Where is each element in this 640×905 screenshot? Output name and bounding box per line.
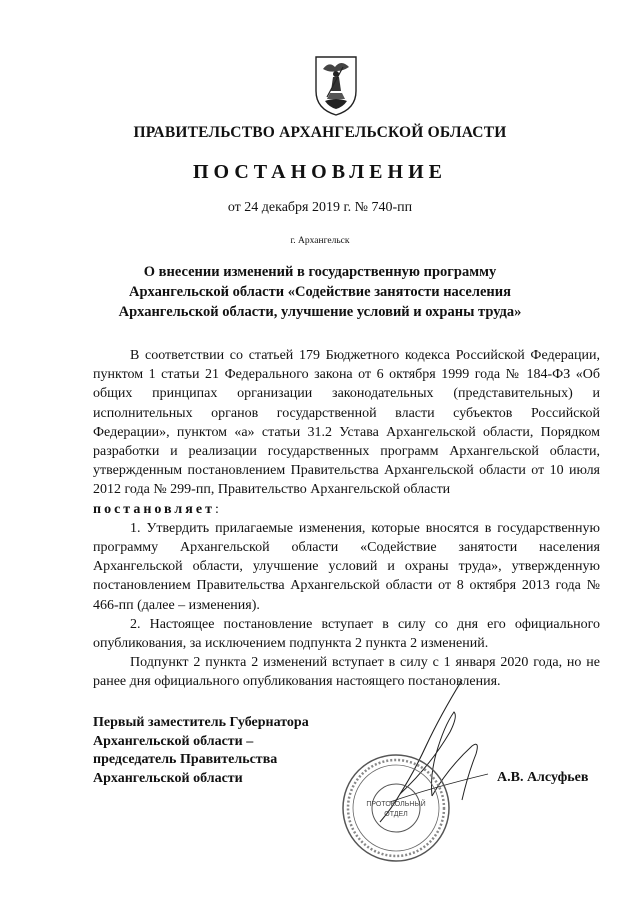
signatory-title xyxy=(93,714,309,788)
item-paragraph-1: 1. Утвердить прилагаемые изменения, которые вносятся в государственную программу Архангельской области «Содействие занятости населения Архангельской области, улучшение условий и охраны труда», утвержденную постановлением Правительства Архангельской области от 8 октября 2013 года № 466-пп (далее – изменения). xyxy=(93,520,600,613)
document-city: г. Архангельск xyxy=(290,236,350,246)
item-paragraph-3: Подпункт 2 пункта 2 изменений вступает в силу с 1 января 2020 года, но не ранее дня официального опубликования настоящего постановления. xyxy=(93,655,600,690)
signatory-title-line: Первый заместитель Губернатора xyxy=(93,715,309,730)
subject-line: О внесении изменений в государственную программу xyxy=(143,264,497,280)
decree-word: постановляет xyxy=(93,501,215,517)
archangel-coat-of-arms-icon xyxy=(313,55,359,117)
official-stamp xyxy=(340,752,452,864)
document-type: ПОСТАНОВЛЕНИЕ xyxy=(193,161,447,183)
document-date-number: от 24 декабря 2019 г. № 740-пп xyxy=(227,200,413,215)
signatory-title-line: Архангельской области – xyxy=(93,733,254,749)
decree-colon: : xyxy=(214,501,219,517)
stamp-center-text: ОТДЕЛ xyxy=(384,811,408,818)
preamble-paragraph: В соответствии со статьей 179 Бюджетного кодекса Российской Федерации, пунктом 1 статьи 21 Федерального закона от 6 октября 1999 года № 184-ФЗ «Об общих принципах организации законодательных (представительных) и исполнительных органов государственной власти субъектов Российской Федерации», пунктом «а» статьи 31.2 Устава Архангельской области, Порядком разработки и реализации государственных программ Архангельской области, утвержденным постановлением Правительства Архангельской области от 10 июля 2012 года № 299-пп, Правительство Архангельской области xyxy=(93,348,600,498)
document-subject xyxy=(0,262,640,322)
government-name: ПРАВИТЕЛЬСТВО АРХАНГЕЛЬСКОЙ ОБЛАСТИ xyxy=(133,124,507,141)
subject-line: Архангельской области, улучшение условий и охраны труда» xyxy=(118,304,522,320)
subject-line: Архангельской области «Содействие занятости населения xyxy=(129,284,511,300)
item-paragraph-2: 2. Настоящее постановление вступает в силу со дня его официального опубликования, за исключением подпункта 2 пункта 2 изменений. xyxy=(93,616,600,652)
signatory-name: А.В. Алсуфьев xyxy=(497,770,589,785)
document-body xyxy=(93,346,600,692)
signatory-title-line: Архангельской области xyxy=(93,770,243,786)
decree-line xyxy=(93,500,600,519)
stamp-center-text: ПРОТОКОЛЬНЫЙ xyxy=(366,801,426,808)
signatory-title-line: председатель Правительства xyxy=(93,752,278,767)
